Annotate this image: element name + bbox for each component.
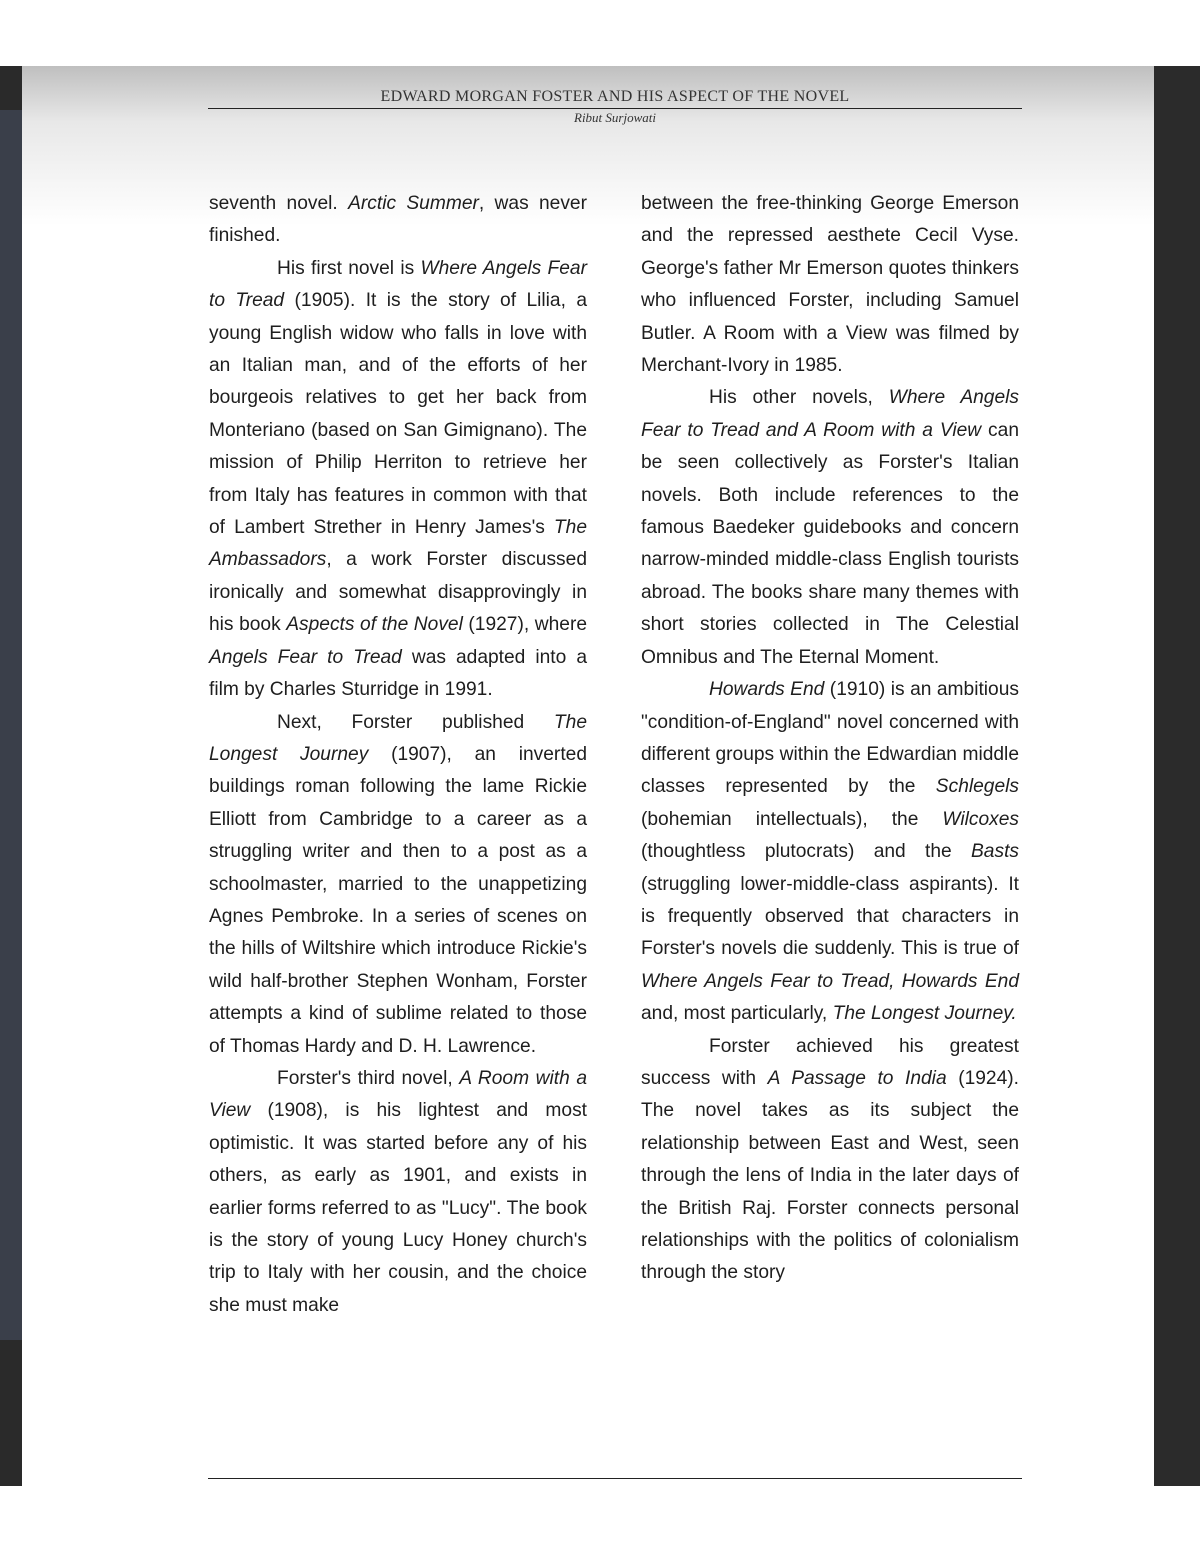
paragraph-continuation-right: between the free-thinking George Emerson and the repressed aesthete Cecil Vyse. George's father Mr Emerson quotes thinkers who influenced Forster, including Samuel Butler. A Room with a View was filmed by Merchant-Ivory in 1985. xyxy=(641,193,1019,377)
paragraph-first-novel: His first novel is Where Angels Fear to Tread (1905). It is the story of Lilia, a young English widow who falls in love with an Italian man, and of the efforts of her bourgeois relatives to get her back from Monteriano (based on San Gimignano). The mission of Philip Herriton to retrieve her from Italy has features in common with that of Lambert Strether in Henry James's The Ambassadors, a work Forster discussed ironically and somewhat disapprovingly in his book Aspects of the Novel (1927), where Angels Fear to Tread was adapted into a film by Charles Sturridge in 1991. xyxy=(209,257,588,701)
viewer-backdrop-strip xyxy=(0,110,22,1340)
document-page xyxy=(22,66,1154,1486)
paragraph-italian-novels: His other novels, Where Angels Fear to Tread and A Room with a View can be seen collectively as Forster's Italian novels. Both include references to the famous Baedeker guidebooks and concern narrow-minded middle-class English tourists abroad. The books share many themes with short stories collected in The Celestial Omnibus and The Eternal Moment. xyxy=(641,387,1019,668)
paragraph-passage-to-india: Forster achieved his greatest success with A Passage to India (1924). The novel takes as its subject the relationship between East and West, seen through the lens of India in the later days of the British Raj. Forster connects personal relationships with the politics of colonialism through the story xyxy=(641,1035,1019,1284)
footer-rule xyxy=(208,1478,1022,1479)
paragraph-longest-journey: Next, Forster published The Longest Journey (1907), an inverted buildings roman following the lame Rickie Elliott from Cambridge to a career as a struggling writer and then to a post as a schoolmaster, married to the unappetizing Agnes Pembroke. In a series of scenes on the hills of Wiltshire which introduce Rickie's wild half-brother Stephen Wonham, Forster attempts a kind of sublime related to those of Thomas Hardy and D. H. Lawrence. xyxy=(209,711,587,1057)
running-header xyxy=(208,88,1022,126)
paragraph-continuation: seventh novel. Arctic Summer, was never finished. xyxy=(209,193,587,247)
viewer-scrollbar[interactable] xyxy=(1154,66,1200,1486)
running-header-title: EDWARD MORGAN FOSTER AND HIS ASPECT OF THE NOVEL xyxy=(208,88,1022,109)
paragraph-room-with-a-view: Forster's third novel, A Room with a View (1908), is his lightest and most optimistic. It was started before any of his others, as early as 1901, and exists in earlier forms referred to as "Lucy". The book is the story of young Lucy Honey church's trip to Italy with her cousin, and the choice she must make xyxy=(209,1067,587,1316)
paragraph-howards-end: Howards End (1910) is an ambitious "condition-of-England" novel concerned with different groups within the Edwardian middle classes represented by the Schlegels (bohemian intellectuals), the Wilcoxes (thoughtless plutocrats) and the Basts (struggling lower-middle-class aspirants). It is frequently observed that characters in Forster's novels die suddenly. This is true of Where Angels Fear to Tread, Howards End and, most particularly, The Longest Journey. xyxy=(641,679,1019,1025)
running-header-author: Ribut Surjowati xyxy=(574,110,656,125)
left-column xyxy=(209,188,587,1322)
right-column xyxy=(641,188,1019,1290)
